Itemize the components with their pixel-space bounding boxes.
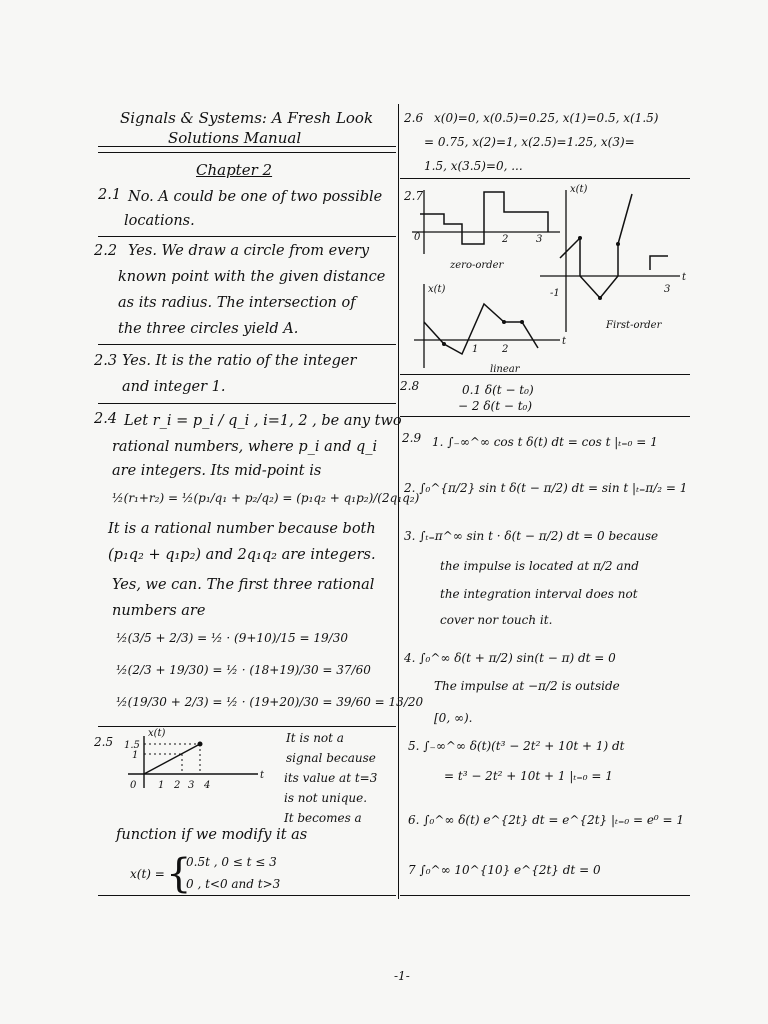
plot-ramp [144, 744, 200, 774]
problem-2-8-line: 0.1 δ(t − t₀) [462, 383, 534, 397]
problem-2-9-item: cover nor touch it. [440, 613, 553, 627]
zero-order-label: zero-order [450, 260, 504, 271]
plot-xtick: 0 [130, 780, 137, 791]
linear-ylabel: x(t) [428, 284, 446, 295]
problem-2-1-number: 2.1 [98, 187, 122, 203]
zero-order-tick: 2 [502, 234, 509, 245]
problem-2-5-side: is not unique. [284, 791, 368, 805]
linear-point [502, 320, 506, 324]
problem-2-3-line: and integer 1. [122, 379, 226, 395]
problem-2-3-number: 2.3 [94, 353, 118, 369]
linear-point [520, 320, 524, 324]
problem-2-9-item: 7 ∫₀^∞ 10^{10} e^{2t} dt = 0 [408, 863, 601, 877]
rule-26 [400, 178, 690, 179]
first-order-tail [650, 256, 668, 270]
manual-title: Signals & Systems: A Fresh Look [120, 109, 374, 127]
problem-2-8-line: − 2 δ(t − t₀) [458, 399, 533, 413]
problem-2-9-item: 6. ∫₀^∞ δ(t) e^{2t} dt = e^{2t} |ₜ₌₀ = e⁰ = 1 [408, 813, 685, 827]
problem-2-9-item: 5. ∫₋∞^∞ δ(t)(t³ − 2t² + 10t + 1) dt [408, 739, 625, 753]
problem-2-2-number: 2.2 [94, 243, 118, 259]
first-order-xlabel: t [682, 272, 687, 283]
first-order-label: First-order [606, 320, 662, 331]
problem-2-1-line: locations. [124, 213, 195, 229]
first-order-point [578, 236, 582, 240]
problem-2-4-midpoint: ½(r₁+r₂) = ½(p₁/q₁ + p₂/q₂) = (p₁q₂ + q₁p₂)/(2q₁q₂) [112, 491, 420, 505]
problem-2-4-line: are integers. Its mid-point is [112, 463, 322, 479]
problem-2-9-item: 1. ∫₋∞^∞ cos t δ(t) dt = cos t |ₜ₌₀ = 1 [432, 435, 658, 449]
problem-2-2-line: the three circles yield A. [118, 321, 299, 337]
rule-28 [400, 416, 690, 417]
linear-signal [424, 304, 538, 354]
problem-2-2-line: known point with the given distance [118, 269, 386, 285]
zero-order-tick: 3 [536, 234, 543, 245]
linear-xlabel: t [562, 336, 567, 347]
linear-label: linear [490, 364, 520, 375]
problem-2-9-item: the impulse is located at π/2 and [440, 559, 639, 573]
problem-2-4-line: It is a rational number because both [108, 521, 376, 537]
plot-xtick: 1 [158, 780, 165, 791]
rule-24 [98, 726, 396, 727]
problem-2-5-def-lhs: x(t) = [130, 867, 165, 881]
problem-2-6-line: x(0)=0, x(0.5)=0.25, x(1)=0.5, x(1.5) [434, 111, 659, 125]
problem-2-6-number: 2.6 [404, 111, 424, 125]
problem-2-4-line: rational numbers, where p_i and q_i [112, 439, 378, 455]
page-number: -1- [394, 969, 410, 983]
problem-2-5-number: 2.5 [94, 735, 114, 749]
problem-2-8-number: 2.8 [400, 379, 420, 393]
header-rule-2 [98, 152, 396, 153]
rule-27 [400, 374, 690, 375]
rule-21 [98, 236, 396, 237]
first-order-signal [560, 194, 632, 298]
first-order-tick: 3 [664, 284, 671, 295]
problem-2-5-case2: 0 , t<0 and t>3 [186, 877, 281, 891]
linear-tick: 2 [502, 344, 509, 355]
problem-2-9-number: 2.9 [402, 431, 422, 445]
problem-2-9-item: 3. ∫ₜ₌π^∞ sin t · δ(t − π/2) dt = 0 because [404, 529, 659, 543]
problem-2-5-case1: 0.5t , 0 ≤ t ≤ 3 [186, 855, 277, 869]
first-order-tick: -1 [550, 288, 560, 299]
problem-2-9-item: [0, ∞). [434, 711, 473, 725]
problem-2-9-item: the integration interval does not [440, 587, 638, 601]
problem-2-4-line: Let r_i = p_i / q_i , i=1, 2 , be any two [124, 413, 402, 429]
plot-ylabel: x(t) [148, 728, 166, 739]
problem-2-3-line: Yes. It is the ratio of the integer [122, 353, 357, 369]
problem-2-7-plots [400, 184, 690, 374]
rule-29 [400, 895, 690, 896]
rule-22 [98, 344, 396, 345]
rule-25 [98, 895, 396, 896]
plot-xtick: 3 [188, 780, 195, 791]
problem-2-4-line: numbers are [112, 603, 206, 619]
problem-2-4-number: 2.4 [94, 411, 118, 427]
problem-2-7-number: 2.7 [404, 189, 424, 203]
problem-2-4-line: (p₁q₂ + q₁p₂) and 2q₁q₂ are integers. [108, 547, 376, 563]
problem-2-4-third: ½(19/30 + 2/3) = ½ · (19+20)/30 = 39/60 = 13/20 [116, 695, 424, 709]
rule-23 [98, 403, 396, 404]
problem-2-9-item: = t³ − 2t² + 10t + 1 |ₜ₌₀ = 1 [444, 769, 613, 783]
problem-2-2-line: as its radius. The intersection of [118, 295, 356, 311]
plot-xlabel: t [260, 770, 265, 781]
problem-2-5-line: function if we modify it as [116, 827, 308, 843]
problem-2-5-plot [100, 728, 265, 800]
first-order-point [598, 296, 602, 300]
linear-point [442, 342, 446, 346]
problem-2-4-line: Yes, we can. The first three rational [112, 577, 375, 593]
first-order-point [616, 242, 620, 246]
problem-2-9-item: 2. ∫₀^{π/2} sin t δ(t − π/2) dt = sin t |ₜ₌π/₂ = 1 [404, 481, 688, 495]
problem-2-5-brace: { [166, 851, 192, 897]
problem-2-9-item: 4. ∫₀^∞ δ(t + π/2) sin(t − π) dt = 0 [404, 651, 616, 665]
problem-2-9-item: The impulse at −π/2 is outside [434, 679, 620, 693]
problem-2-4-second: ½(2/3 + 19/30) = ½ · (18+19)/30 = 37/60 [116, 663, 371, 677]
problem-2-5-side: its value at t=3 [284, 771, 378, 785]
problem-2-6-line: = 0.75, x(2)=1, x(2.5)=1.25, x(3)= [424, 135, 635, 149]
first-order-ylabel: x(t) [570, 184, 588, 195]
zero-order-signal [420, 192, 548, 244]
problem-2-5-side: signal because [286, 751, 376, 765]
problem-2-1-line: No. A could be one of two possible [128, 189, 383, 205]
plot-xtick: 2 [174, 780, 181, 791]
problem-2-2-line: Yes. We draw a circle from every [128, 243, 370, 259]
manual-subtitle: Solutions Manual [168, 129, 302, 147]
plot-xtick: 4 [204, 780, 211, 791]
plot-ytick: 1 [132, 750, 139, 761]
chapter-heading: Chapter 2 [196, 161, 273, 179]
plot-ytick: 1.5 [124, 740, 140, 751]
problem-2-4-first: ½(3/5 + 2/3) = ½ · (9+10)/15 = 19/30 [116, 631, 348, 645]
problem-2-5-side: It becomes a [284, 811, 362, 825]
linear-tick: 1 [472, 344, 479, 355]
problem-2-6-line: 1.5, x(3.5)=0, ... [424, 159, 523, 173]
problem-2-5-side: It is not a [286, 731, 344, 745]
zero-order-tick: 0 [414, 232, 421, 243]
